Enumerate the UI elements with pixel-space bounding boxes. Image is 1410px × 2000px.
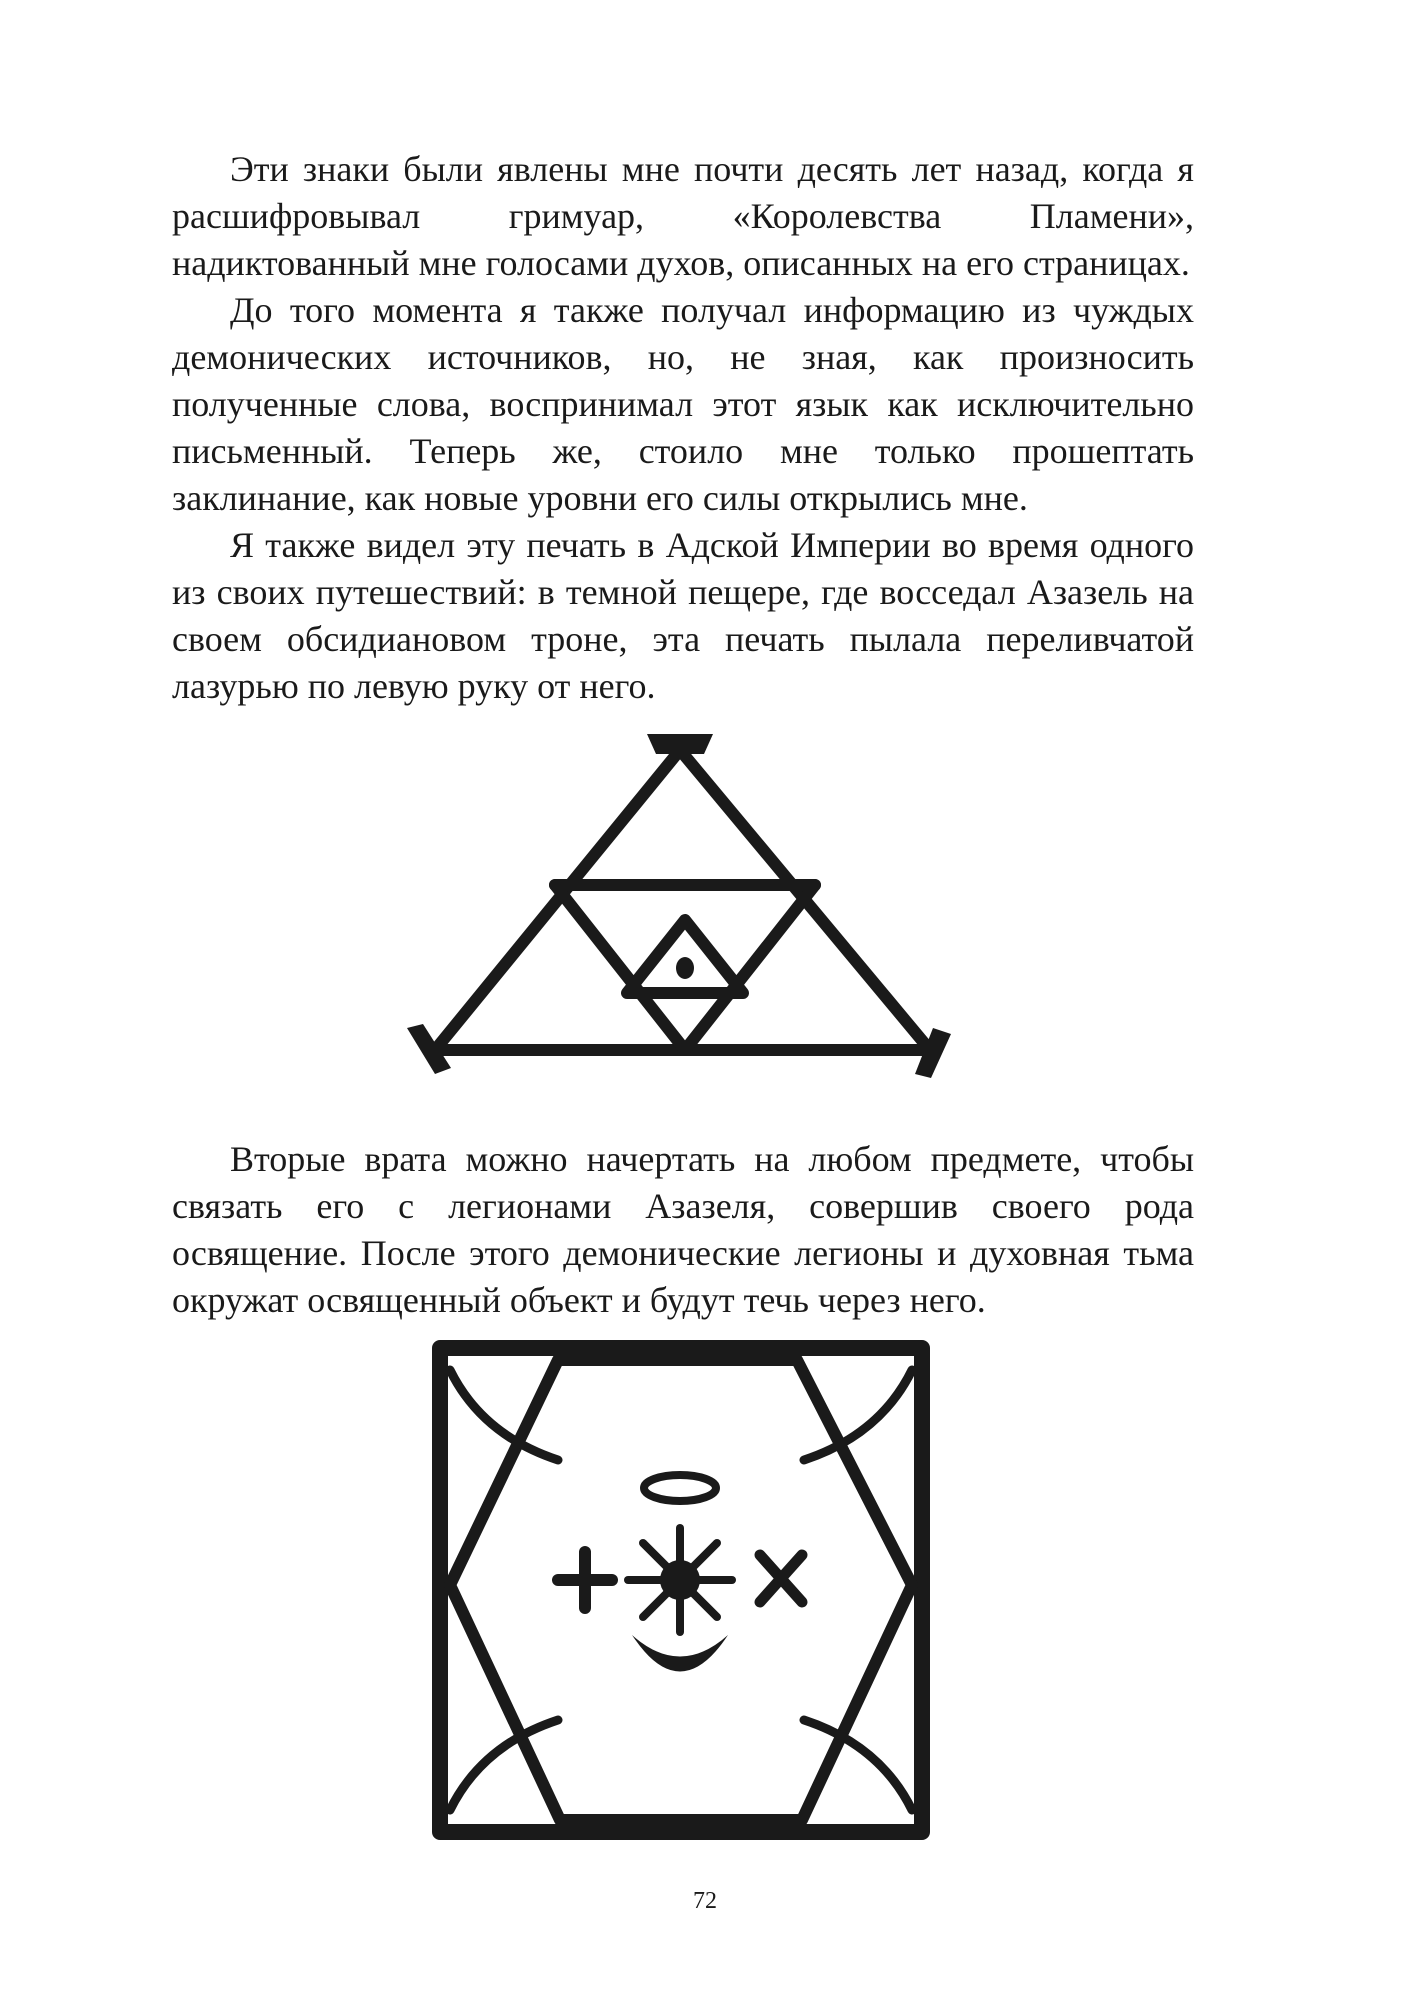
paragraph: До того момента я также получал информацию из чуждых демонических источников, но, не зная, как произносить полученные слова, воспринимал этот язык как исключительно письменный. Теперь же, стоило мне только прошептать заклинание, как новые уровни его силы открылись мне.: [172, 290, 1194, 518]
paragraph: Вторые врата можно начертать на любом предмете, чтобы связать его с легионами Азазеля, совершив своего рода освящение. После этого демонические легионы и духовная тьма окружат освященный объект и будут течь через него.: [172, 1139, 1194, 1320]
outer-triangle: [435, 750, 930, 1050]
paragraph: Я также видел эту печать в Адской Империи во время одного из своих путешествий: в темной пещере, где восседал Азазель на своем обсидиановом троне, эта печать пылала переливчатой лазурью по левую руку от него.: [172, 525, 1194, 706]
eye-dot: [676, 957, 694, 979]
text-block-upper: [172, 146, 1194, 710]
text-block-lower: [172, 1136, 1194, 1324]
triangle-sigil: [395, 728, 965, 1098]
inner-triangle: [627, 920, 743, 993]
corner-arc-bl: [450, 1720, 558, 1810]
paragraph: Эти знаки были явлены мне почти десять лет назад, когда я расшифровывал гримуар, «Королевства Пламени», надиктованный мне голосами духов, описанных на его страницах.: [172, 149, 1194, 283]
halo-ellipse: [644, 1475, 716, 1501]
crescent-moon: [632, 1635, 728, 1672]
corner-arc-br: [804, 1720, 912, 1810]
top-crossbar: [647, 734, 713, 754]
sun-center: [660, 1560, 700, 1600]
square-sigil: [432, 1340, 930, 1840]
page-number: 72: [693, 1888, 717, 1914]
